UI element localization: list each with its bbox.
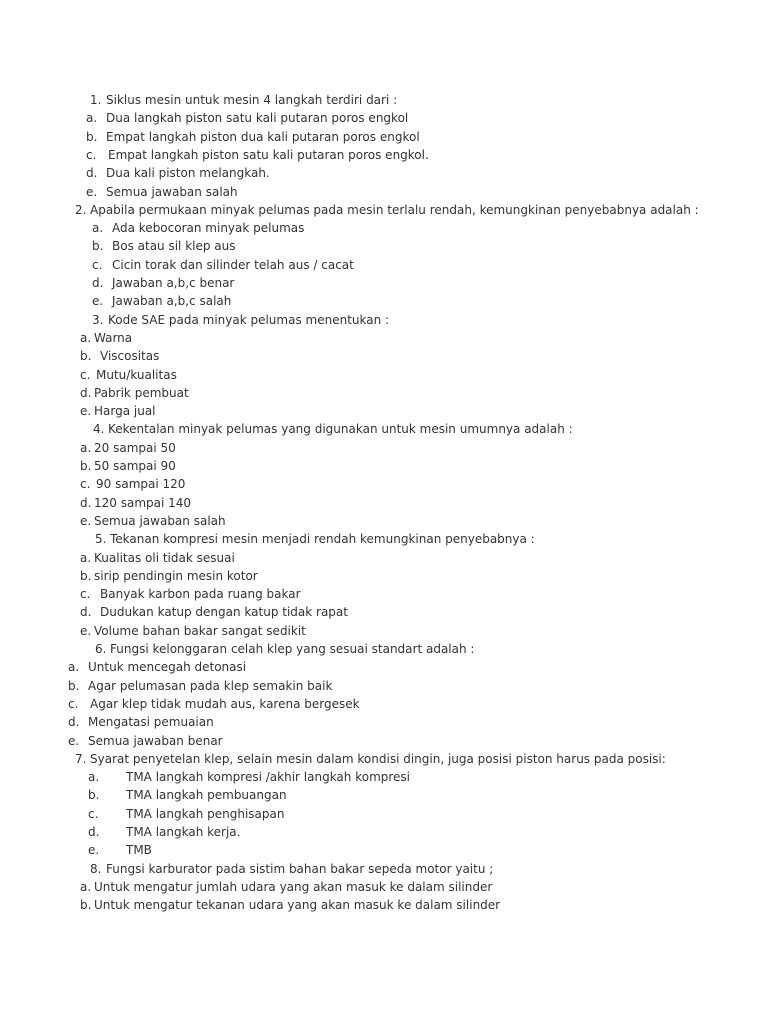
option-5-a-text: Kualitas oli tidak sesuai (94, 550, 235, 565)
question-1-label: 1. (90, 93, 102, 107)
option-6-c-text: Agar klep tidak mudah aus, karena bergesek (90, 696, 360, 711)
option-2-d-label: d. (92, 276, 104, 290)
option-5-e-label: e. (80, 623, 92, 638)
option-3-b (0, 347, 768, 365)
question-6-text: Fungsi kelonggaran celah klep yang sesuai standart adalah : (110, 642, 475, 656)
option-2-b-text: Bos atau sil klep aus (112, 239, 236, 254)
option-4-a-label: a. (80, 440, 92, 455)
option-7-a-text: TMA langkah kompresi /akhir langkah kompresi (126, 770, 411, 785)
option-4-c-text: 90 sampai 120 (96, 477, 186, 492)
question-4 (0, 420, 768, 438)
option-4-b-text: 50 sampai 90 (94, 459, 176, 473)
option-8-a-label: a. (80, 879, 92, 894)
option-4-e-text: Semua jawaban salah (94, 513, 226, 528)
option-2-e (0, 292, 768, 310)
question-7-text: Syarat penyetelan klep, selain mesin dalam kondisi dingin, juga posisi piston harus pada posisi: (90, 751, 666, 766)
option-1-e (0, 183, 768, 201)
option-5-d-label: d. (80, 605, 92, 620)
question-2 (0, 201, 768, 219)
option-1-b-label: b. (86, 129, 98, 144)
option-6-d-label: d. (68, 715, 80, 730)
option-3-a-text: Warna (94, 330, 133, 345)
option-4-c (0, 475, 768, 493)
question-3-label: 3. (92, 312, 104, 327)
option-1-b-text: Empat langkah piston dua kali putaran poros engkol (106, 129, 420, 144)
option-7-e-label: e. (88, 843, 100, 858)
question-3 (0, 311, 768, 329)
question-6-label: 6. (95, 642, 107, 656)
question-5-text: Tekanan kompresi mesin menjadi rendah kemungkinan penyebabnya : (110, 532, 535, 547)
option-3-a-label: a. (80, 330, 92, 345)
question-4-label: 4. (93, 422, 105, 437)
option-7-e (0, 841, 768, 859)
option-8-a (0, 878, 768, 896)
option-7-c (0, 805, 768, 823)
option-3-d-label: d. (80, 385, 92, 400)
option-4-c-label: c. (80, 477, 91, 492)
option-2-e-label: e. (92, 294, 104, 309)
option-2-e-text: Jawaban a,b,c salah (112, 294, 232, 309)
option-3-c-text: Mutu/kualitas (96, 367, 177, 382)
option-6-e-label: e. (68, 733, 80, 748)
option-8-b-text: Untuk mengatur tekanan udara yang akan masuk ke dalam silinder (94, 898, 501, 913)
option-7-b (0, 786, 768, 804)
option-5-c (0, 585, 768, 603)
option-3-d (0, 384, 768, 402)
option-3-c (0, 366, 768, 384)
option-7-c-text: TMA langkah penghisapan (126, 806, 285, 821)
question-4-text: Kekentalan minyak pelumas yang digunakan untuk mesin umumnya adalah : (108, 422, 573, 437)
option-1-e-label: e. (86, 184, 98, 199)
option-4-a (0, 439, 768, 457)
option-8-b-label: b. (80, 898, 92, 913)
question-2-label: 2. (75, 202, 87, 217)
option-7-e-text: TMB (126, 843, 152, 858)
option-3-e-label: e. (80, 404, 92, 419)
option-6-b (0, 677, 768, 695)
option-1-e-text: Semua jawaban salah (106, 184, 238, 199)
option-2-a (0, 219, 768, 237)
option-1-d-text: Dua kali piston melangkah. (106, 166, 270, 181)
option-7-b-label: b. (88, 788, 100, 803)
option-2-d (0, 274, 768, 292)
option-6-b-text: Agar pelumasan pada klep semakin baik (88, 678, 333, 693)
option-2-a-label: a. (92, 221, 104, 236)
option-3-a (0, 329, 768, 347)
option-3-e-text: Harga jual (94, 404, 156, 419)
option-7-a (0, 768, 768, 786)
option-8-b (0, 896, 768, 914)
option-7-d-label: d. (88, 825, 100, 839)
option-7-a-label: a. (88, 770, 100, 785)
question-7-label: 7. (75, 751, 87, 766)
question-3-text: Kode SAE pada minyak pelumas menentukan : (108, 312, 390, 327)
option-1-d (0, 164, 768, 182)
option-4-b-label: b. (80, 459, 92, 473)
option-1-c (0, 146, 768, 164)
option-3-c-label: c. (80, 367, 91, 382)
option-1-a-text: Dua langkah piston satu kali putaran poros engkol (106, 111, 409, 126)
option-4-e-label: e. (80, 513, 92, 528)
option-4-d-label: d. (80, 495, 92, 510)
option-2-b-label: b. (92, 239, 104, 254)
option-7-d-text: TMA langkah kerja. (126, 825, 241, 839)
option-4-e (0, 512, 768, 530)
option-7-b-text: TMA langkah pembuangan (126, 788, 287, 803)
option-5-b-text: sirip pendingin mesin kotor (94, 568, 258, 583)
option-4-d (0, 494, 768, 512)
option-5-a (0, 549, 768, 567)
option-6-e-text: Semua jawaban benar (88, 733, 223, 748)
option-4-a-text: 20 sampai 50 (94, 440, 176, 455)
option-2-c-label: c. (92, 257, 103, 272)
question-5-label: 5. (95, 532, 107, 547)
option-4-b (0, 457, 768, 475)
option-6-b-label: b. (68, 678, 80, 693)
option-6-d (0, 713, 768, 731)
option-5-b-label: b. (80, 568, 92, 583)
option-6-a (0, 658, 768, 676)
option-7-d (0, 823, 768, 841)
option-1-a-label: a. (86, 111, 98, 126)
option-2-c-text: Cicin torak dan silinder telah aus / cacat (112, 257, 354, 272)
option-5-c-text: Banyak karbon pada ruang bakar (100, 587, 301, 602)
option-5-b (0, 567, 768, 585)
question-8-text: Fungsi karburator pada sistim bahan bakar sepeda motor yaitu ; (106, 861, 494, 876)
option-3-b-label: b. (80, 349, 92, 364)
option-1-d-label: d. (86, 166, 98, 181)
question-8-label: 8. (90, 861, 102, 876)
option-2-c (0, 256, 768, 274)
option-1-c-label: c. (86, 147, 97, 162)
question-6 (0, 640, 768, 658)
option-6-d-text: Mengatasi pemuaian (88, 715, 214, 730)
option-3-b-text: Viscositas (100, 349, 160, 364)
option-6-a-text: Untuk mencegah detonasi (88, 660, 247, 675)
question-1 (0, 91, 768, 109)
question-2-text: Apabila permukaan minyak pelumas pada mesin terlalu rendah, kemungkinan penyebabnya adalah : (90, 202, 699, 217)
option-4-d-text: 120 sampai 140 (94, 495, 192, 510)
option-5-c-label: c. (80, 587, 91, 602)
question-5 (0, 530, 768, 548)
question-8 (0, 860, 768, 878)
option-3-e (0, 402, 768, 420)
option-8-a-text: Untuk mengatur jumlah udara yang akan masuk ke dalam silinder (94, 879, 493, 894)
option-5-d (0, 603, 768, 621)
option-1-a (0, 109, 768, 127)
option-6-a-label: a. (68, 660, 80, 675)
option-6-c (0, 695, 768, 713)
question-7 (0, 750, 768, 768)
option-5-e-text: Volume bahan bakar sangat sedikit (94, 623, 306, 638)
option-6-c-label: c. (68, 696, 79, 711)
option-2-b (0, 237, 768, 255)
option-1-b (0, 128, 768, 146)
option-5-d-text: Dudukan katup dengan katup tidak rapat (100, 605, 348, 620)
option-2-a-text: Ada kebocoran minyak pelumas (112, 221, 305, 236)
option-5-a-label: a. (80, 550, 92, 565)
option-1-c-text: Empat langkah piston satu kali putaran poros engkol. (108, 147, 429, 162)
option-3-d-text: Pabrik pembuat (94, 385, 189, 400)
option-5-e (0, 622, 768, 640)
option-2-d-text: Jawaban a,b,c benar (112, 276, 235, 290)
question-1-text: Siklus mesin untuk mesin 4 langkah terdiri dari : (106, 93, 398, 107)
option-7-c-label: c. (88, 806, 99, 821)
option-6-e (0, 732, 768, 750)
